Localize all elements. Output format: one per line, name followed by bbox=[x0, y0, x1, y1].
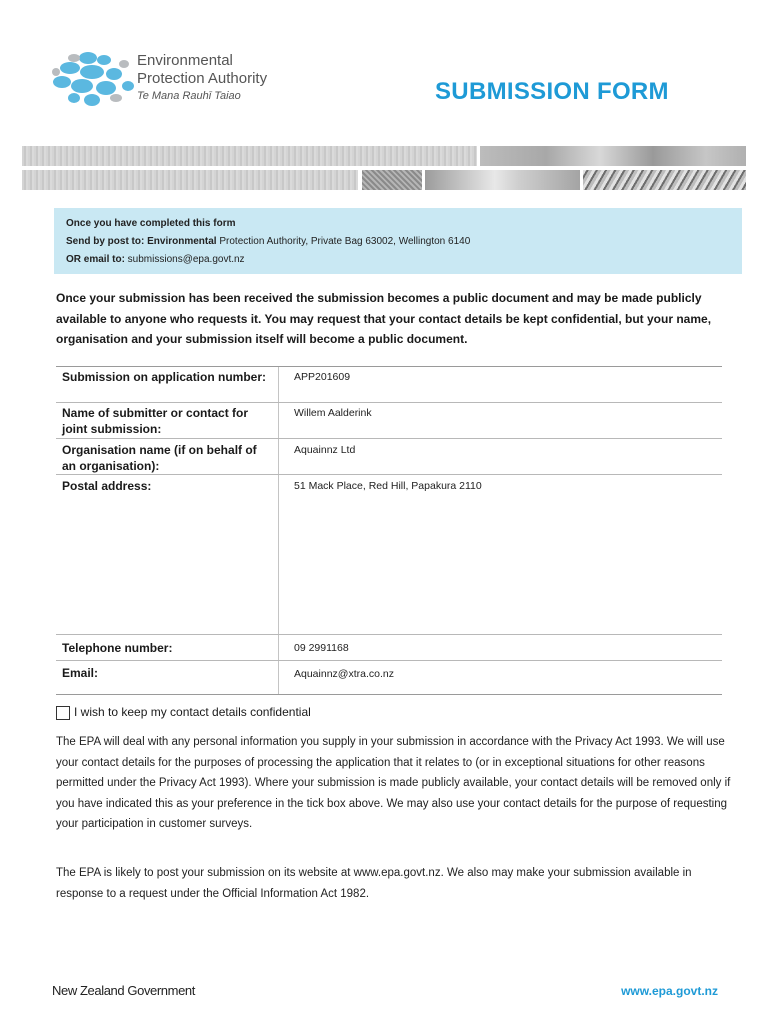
banner-photo bbox=[583, 170, 746, 190]
submitter-name-label: Name of submitter or contact for joint submission: bbox=[62, 406, 249, 436]
banner-strip bbox=[22, 170, 358, 190]
banner-photo bbox=[425, 170, 580, 190]
org-name-line1: Environmental bbox=[137, 52, 233, 69]
instructions-email bbox=[66, 254, 245, 265]
table-rule bbox=[56, 438, 722, 439]
instructions-heading: Once you have completed this form bbox=[66, 218, 236, 229]
footer-website-link[interactable]: www.epa.govt.nz bbox=[621, 984, 718, 998]
submissions-email[interactable]: submissions@epa.govt.nz bbox=[124, 254, 245, 265]
postal-address-label: Postal address: bbox=[62, 479, 152, 493]
table-rule bbox=[56, 660, 722, 661]
public-document-notice: Once your submission has been received the submission becomes a public document and may be made publicly available to anyone who requests it. You may request that your contact details be kept confidential, but your name, organisation and your submission itself will become a public document. bbox=[56, 291, 712, 346]
nz-government-logo: New Zealand Government bbox=[52, 983, 195, 998]
instructions-post bbox=[66, 236, 470, 247]
page-title: SUBMISSION FORM bbox=[435, 78, 669, 105]
table-rule bbox=[56, 366, 722, 367]
telephone-field[interactable]: 09 2991168 bbox=[294, 642, 349, 654]
postal-address-field[interactable]: 51 Mack Place, Red Hill, Papakura 2110 bbox=[294, 480, 482, 492]
organisation-name-field[interactable]: Aquainnz Ltd bbox=[294, 444, 356, 456]
banner-photo bbox=[480, 146, 746, 166]
post-label: Send by post to: Environmental bbox=[66, 236, 217, 247]
organisation-name-label: Organisation name (if on behalf of an organisation): bbox=[62, 443, 257, 473]
email-field[interactable]: Aquainnz@xtra.co.nz bbox=[294, 668, 394, 680]
confidential-checkbox-label[interactable]: I wish to keep my contact details confidential bbox=[74, 705, 311, 719]
org-name-line2: Protection Authority bbox=[137, 70, 268, 87]
banner-strip bbox=[22, 146, 477, 166]
banner-photo bbox=[362, 170, 422, 190]
telephone-label: Telephone number: bbox=[62, 641, 173, 655]
website-paragraph: The EPA is likely to post your submission on its website at www.epa.govt.nz. We also may make your submission available in response to a request under the Official Information Act 1982. bbox=[56, 867, 692, 900]
application-number-label: Submission on application number: bbox=[62, 370, 267, 384]
application-number-field[interactable]: APP201609 bbox=[294, 371, 351, 383]
table-column-divider bbox=[278, 367, 279, 695]
org-name-maori: Te Mana Rauhī Taiao bbox=[137, 90, 241, 102]
privacy-paragraph: The EPA will deal with any personal information you supply in your submission in accordance with the Privacy Act 1993. We will use your contact details for the purposes of processing the application that it relates to (or in exceptional situations for other reasons permitted under the Privacy Act 1993). Where your submission is made publicly available, your contact details will be removed only if you have indicated this as your preference in the tick box above. We may also use your contact details for the purpose of requesting your participation in customer surveys. bbox=[56, 736, 731, 830]
table-rule bbox=[56, 402, 722, 403]
table-rule bbox=[56, 634, 722, 635]
table-rule bbox=[56, 474, 722, 475]
confidential-checkbox[interactable] bbox=[56, 706, 70, 720]
email-label: Email: bbox=[62, 666, 99, 680]
email-label: OR email to: bbox=[66, 254, 125, 265]
post-address: Protection Authority, Private Bag 63002, Wellington 6140 bbox=[216, 236, 471, 247]
submitter-name-field[interactable]: Willem Aalderink bbox=[294, 407, 372, 419]
table-rule bbox=[56, 694, 722, 695]
